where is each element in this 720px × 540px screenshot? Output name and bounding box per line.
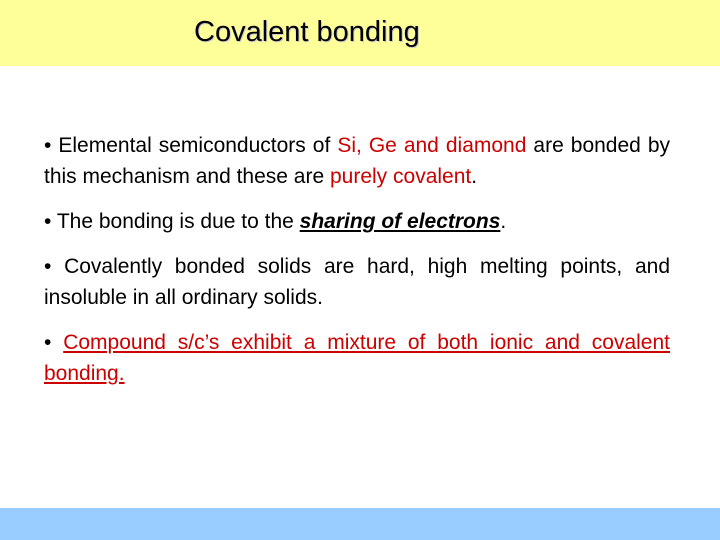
slide-title: Covalent bonding <box>194 16 420 48</box>
slide-content <box>44 130 670 403</box>
bullet-text: . <box>500 210 507 233</box>
bullet-text: are bonded by this mechanism and these are <box>44 134 671 188</box>
highlight-purely-covalent: purely covalent <box>329 165 472 188</box>
bullet-properties <box>44 251 670 313</box>
highlight-materials: Si, Ge and diamond <box>337 134 527 157</box>
highlight-compound-semiconductors: Compound s/c’s exhibit a mixture of both ionic and covalent bonding. <box>44 331 670 385</box>
bullet-text: Elemental semiconductors of <box>58 134 338 157</box>
bullet-elemental-semiconductors <box>44 130 670 192</box>
bullet-marker: • <box>44 331 52 354</box>
bottom-bar <box>0 508 720 540</box>
title-bar <box>0 0 720 66</box>
emphasis-sharing-of-electrons: sharing of electrons <box>299 210 501 233</box>
bullet-text: Covalently bonded solids are hard, high melting points, and insoluble in all ordinary solids. <box>44 255 670 309</box>
bullet-marker: • <box>44 134 52 157</box>
bullet-marker: • <box>44 210 52 233</box>
bullet-compound-semiconductors <box>44 327 670 389</box>
bullet-sharing-electrons <box>44 206 670 237</box>
bullet-text: The bonding is due to the <box>56 210 300 233</box>
bullet-marker: • <box>44 255 52 278</box>
bullet-text: . <box>471 165 478 188</box>
